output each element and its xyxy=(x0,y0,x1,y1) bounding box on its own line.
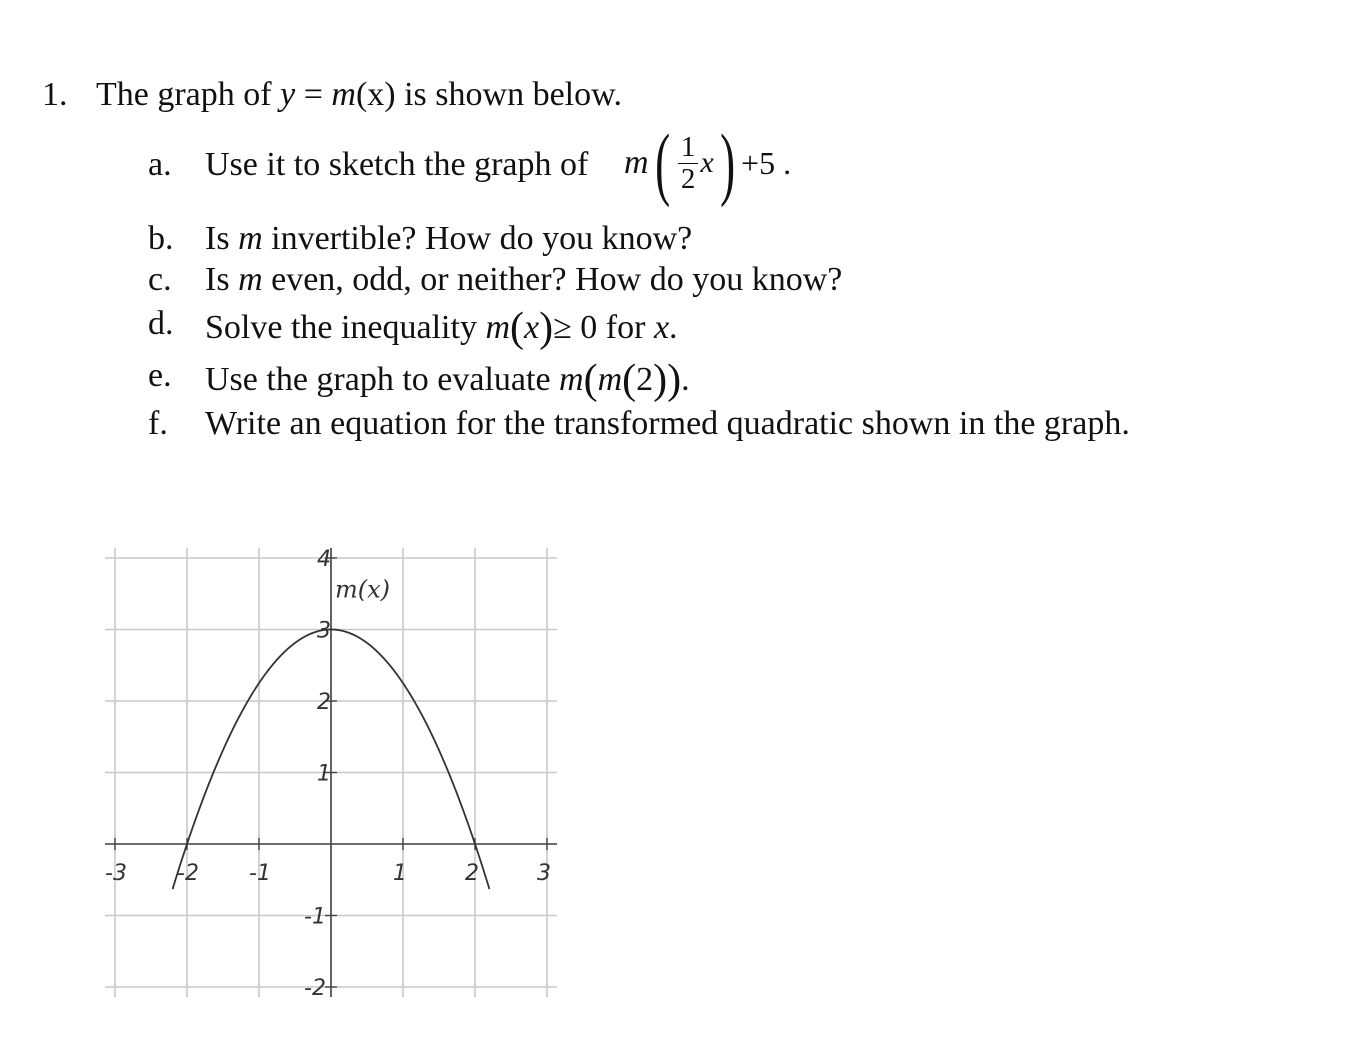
y-tick-label: -2 xyxy=(304,976,326,1001)
part-c-post: even, odd, or neither? How do you know? xyxy=(262,261,843,298)
part-a-letter: a. xyxy=(148,146,172,183)
part-f-letter: f. xyxy=(148,405,168,442)
part-d-var: x xyxy=(653,309,670,346)
intro-var-y: y xyxy=(280,76,296,113)
part-e-letter: e. xyxy=(148,357,172,394)
part-f-text: Write an equation for the transformed quadratic shown in the graph. xyxy=(205,405,1130,442)
part-d-end: . xyxy=(669,309,678,346)
part-c-var: m xyxy=(238,261,263,298)
part-a-arg-var: x xyxy=(700,146,714,179)
x-tick-label: 2 xyxy=(465,861,479,886)
frac-numerator: 1 xyxy=(678,132,699,163)
part-e-end: . xyxy=(681,361,690,398)
problem-number: 1. xyxy=(42,76,68,113)
intro-suffix: is shown below. xyxy=(395,76,622,113)
y-tick-label: 1 xyxy=(317,761,331,787)
intro-fn: m xyxy=(331,76,356,113)
y-tick-label: -1 xyxy=(304,904,326,930)
part-b-letter: b. xyxy=(148,220,174,257)
intro-eq: = xyxy=(295,76,332,113)
right-big-paren: ) xyxy=(719,117,735,208)
part-a-tail: +5 . xyxy=(741,145,792,181)
part-e-fn-inner: m xyxy=(597,361,623,398)
y-tick-label: 2 xyxy=(317,690,331,715)
x-tick-label: -2 xyxy=(177,861,199,886)
part-b-var: m xyxy=(238,220,263,257)
intro-prefix: The graph of xyxy=(96,76,281,113)
part-b-post: invertible? How do you know? xyxy=(262,220,693,257)
part-c-letter: c. xyxy=(148,261,172,298)
part-d-rel: ≥ 0 xyxy=(553,309,598,346)
part-a-fn: m xyxy=(624,144,649,181)
left-big-paren: ( xyxy=(654,117,670,208)
x-tick-label: 3 xyxy=(537,861,551,886)
part-e-fn-outer: m xyxy=(559,361,584,398)
part-d-pre: Solve the inequality xyxy=(205,309,486,346)
curve-label: m(x) xyxy=(335,575,391,604)
y-tick-label: 3 xyxy=(317,618,331,644)
part-d-mid: for xyxy=(597,309,654,346)
x-tick-label: -1 xyxy=(249,861,271,886)
y-tick-label: 4 xyxy=(317,547,331,572)
tick-labels xyxy=(105,547,551,1001)
part-c-pre: Is xyxy=(205,261,239,298)
frac-denominator: 2 xyxy=(680,162,696,195)
part-d-fn: m xyxy=(485,309,511,346)
x-tick-label: 1 xyxy=(393,861,407,886)
part-e-arg: 2 xyxy=(636,361,654,398)
part-d-arg: x xyxy=(524,309,540,346)
part-b-pre: Is xyxy=(205,220,239,257)
x-tick-label: -3 xyxy=(105,861,127,886)
part-d-letter: d. xyxy=(148,305,174,342)
part-a-text: Use it to sketch the graph of xyxy=(205,146,589,183)
part-e-pre: Use the graph to evaluate xyxy=(205,361,560,398)
intro-arg: (x) xyxy=(355,76,396,113)
